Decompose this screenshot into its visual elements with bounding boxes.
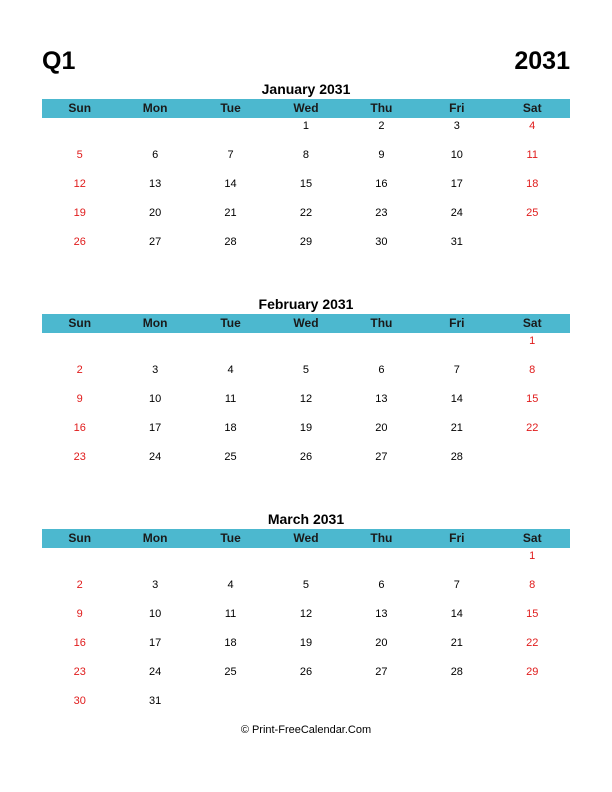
month-title: January 2031 bbox=[261, 81, 351, 97]
day-cell: 25 bbox=[224, 666, 237, 678]
day-cell: 26 bbox=[299, 451, 313, 463]
day-cell: 29 bbox=[299, 236, 313, 248]
weekday-mon: Mon bbox=[142, 531, 168, 545]
weekday-header bbox=[42, 529, 570, 548]
day-cell: 5 bbox=[302, 579, 310, 591]
weekday-thu: Thu bbox=[370, 101, 393, 115]
day-cell: 25 bbox=[224, 451, 237, 463]
day-cell bbox=[193, 548, 268, 577]
day-cell: 24 bbox=[450, 207, 463, 219]
day-cell: 7 bbox=[453, 364, 460, 376]
day-cell bbox=[268, 333, 343, 362]
day-cell: 13 bbox=[375, 393, 388, 405]
day-cell: 29 bbox=[526, 666, 539, 678]
week-row bbox=[42, 577, 570, 606]
day-cell bbox=[193, 118, 268, 147]
day-cell bbox=[42, 333, 117, 362]
day-cell: 20 bbox=[149, 207, 162, 219]
quarter-label: Q1 bbox=[42, 47, 76, 75]
day-cell: 17 bbox=[450, 178, 463, 190]
day-cell: 9 bbox=[378, 149, 385, 161]
day-cell: 12 bbox=[299, 393, 313, 405]
day-cell: 15 bbox=[526, 393, 539, 405]
day-cell: 11 bbox=[224, 608, 237, 620]
day-cell: 22 bbox=[526, 637, 539, 649]
day-cell: 19 bbox=[73, 207, 86, 219]
weekday-fri: Fri bbox=[449, 531, 465, 545]
month-march bbox=[42, 510, 570, 722]
month-january bbox=[42, 80, 570, 263]
day-cell bbox=[117, 118, 192, 147]
day-cell bbox=[495, 234, 570, 263]
month-title: February 2031 bbox=[258, 296, 354, 312]
day-cell: 4 bbox=[529, 120, 536, 132]
week-row bbox=[42, 664, 570, 693]
day-cell: 3 bbox=[453, 120, 460, 132]
copyright-icon: © bbox=[240, 724, 249, 736]
weekday-tue: Tue bbox=[220, 101, 241, 115]
day-cell bbox=[117, 333, 192, 362]
weekday-mon: Mon bbox=[142, 101, 168, 115]
day-cell: 10 bbox=[149, 608, 162, 620]
day-cell: 15 bbox=[526, 608, 539, 620]
weekday-sat: Sat bbox=[522, 101, 542, 115]
week-row bbox=[42, 606, 570, 635]
day-cell bbox=[42, 118, 117, 147]
weekday-tue: Tue bbox=[220, 531, 241, 545]
weekday-header bbox=[42, 314, 570, 333]
weekday-sun: Sun bbox=[68, 531, 92, 545]
day-cell: 24 bbox=[149, 451, 162, 463]
day-cell: 17 bbox=[149, 637, 162, 649]
day-cell: 6 bbox=[378, 579, 385, 591]
day-cell: 23 bbox=[375, 207, 388, 219]
weekday-mon: Mon bbox=[142, 316, 168, 330]
day-cell: 26 bbox=[299, 666, 313, 678]
day-cell: 9 bbox=[76, 393, 83, 405]
day-cell bbox=[419, 333, 494, 362]
weekday-fri: Fri bbox=[449, 101, 465, 115]
day-cell bbox=[268, 548, 343, 577]
day-cell: 3 bbox=[152, 579, 159, 591]
day-cell: 22 bbox=[299, 207, 313, 219]
day-cell: 28 bbox=[224, 236, 237, 248]
weekday-sat: Sat bbox=[522, 531, 542, 545]
day-cell: 3 bbox=[152, 364, 159, 376]
day-cell: 27 bbox=[375, 451, 388, 463]
day-cell: 1 bbox=[529, 335, 536, 347]
day-cell bbox=[495, 449, 570, 478]
day-cell bbox=[344, 333, 419, 362]
weekday-thu: Thu bbox=[370, 531, 393, 545]
weekday-wed: Wed bbox=[293, 101, 319, 115]
day-cell: 8 bbox=[302, 149, 310, 161]
day-cell: 15 bbox=[299, 178, 313, 190]
day-cell: 6 bbox=[152, 149, 159, 161]
day-cell: 20 bbox=[375, 637, 388, 649]
day-cell: 10 bbox=[450, 149, 463, 161]
month-february bbox=[42, 295, 570, 478]
day-cell: 4 bbox=[227, 364, 234, 376]
day-cell bbox=[117, 548, 192, 577]
weekday-wed: Wed bbox=[293, 316, 319, 330]
day-cell: 14 bbox=[450, 608, 463, 620]
day-cell: 10 bbox=[149, 393, 162, 405]
day-cell: 30 bbox=[375, 236, 388, 248]
day-cell bbox=[42, 548, 117, 577]
day-cell: 1 bbox=[302, 120, 310, 132]
weekday-tue: Tue bbox=[220, 316, 241, 330]
day-cell: 18 bbox=[224, 422, 237, 434]
day-cell: 12 bbox=[73, 178, 86, 190]
day-cell: 18 bbox=[224, 637, 237, 649]
day-cell: 31 bbox=[149, 695, 162, 707]
weekday-header bbox=[42, 99, 570, 118]
day-cell: 22 bbox=[526, 422, 539, 434]
day-cell: 7 bbox=[453, 579, 460, 591]
day-cell: 11 bbox=[224, 393, 237, 405]
weeks-grid bbox=[42, 118, 570, 263]
day-cell: 31 bbox=[450, 236, 463, 248]
day-cell: 28 bbox=[450, 451, 463, 463]
day-cell: 5 bbox=[76, 149, 83, 161]
week-row bbox=[42, 635, 570, 664]
day-cell bbox=[193, 693, 268, 722]
footer-link-text[interactable]: Print-FreeCalendar.Com bbox=[251, 724, 372, 736]
weekday-wed: Wed bbox=[293, 531, 319, 545]
weeks-grid bbox=[42, 548, 570, 722]
day-cell: 2 bbox=[76, 364, 83, 376]
day-cell: 23 bbox=[73, 451, 86, 463]
day-cell: 20 bbox=[375, 422, 388, 434]
day-cell: 6 bbox=[378, 364, 385, 376]
weekday-thu: Thu bbox=[370, 316, 393, 330]
week-row bbox=[42, 147, 570, 176]
day-cell: 21 bbox=[450, 637, 463, 649]
day-cell: 8 bbox=[529, 579, 536, 591]
day-cell: 4 bbox=[227, 579, 234, 591]
day-cell: 1 bbox=[529, 550, 536, 562]
day-cell bbox=[193, 333, 268, 362]
day-cell bbox=[344, 548, 419, 577]
footer-credit bbox=[0, 723, 612, 737]
year-label: 2031 bbox=[514, 47, 570, 75]
week-row bbox=[42, 449, 570, 478]
day-cell: 19 bbox=[299, 422, 313, 434]
weekday-sun: Sun bbox=[68, 101, 92, 115]
day-cell: 14 bbox=[224, 178, 237, 190]
day-cell: 11 bbox=[526, 149, 538, 161]
week-row bbox=[42, 420, 570, 449]
day-cell: 25 bbox=[526, 207, 539, 219]
day-cell: 17 bbox=[149, 422, 162, 434]
weekday-fri: Fri bbox=[449, 316, 465, 330]
day-cell: 8 bbox=[529, 364, 536, 376]
day-cell: 19 bbox=[299, 637, 313, 649]
day-cell: 16 bbox=[73, 637, 86, 649]
day-cell: 14 bbox=[450, 393, 463, 405]
day-cell: 9 bbox=[76, 608, 83, 620]
day-cell: 27 bbox=[375, 666, 388, 678]
day-cell: 16 bbox=[73, 422, 86, 434]
day-cell: 28 bbox=[450, 666, 463, 678]
week-row bbox=[42, 693, 570, 722]
day-cell: 18 bbox=[526, 178, 539, 190]
day-cell: 30 bbox=[73, 695, 86, 707]
day-cell: 12 bbox=[299, 608, 313, 620]
week-row bbox=[42, 333, 570, 362]
month-title: March 2031 bbox=[267, 511, 345, 527]
week-row bbox=[42, 176, 570, 205]
day-cell: 13 bbox=[149, 178, 162, 190]
day-cell: 13 bbox=[375, 608, 388, 620]
week-row bbox=[42, 391, 570, 420]
day-cell: 21 bbox=[450, 422, 463, 434]
day-cell: 27 bbox=[149, 236, 162, 248]
day-cell: 24 bbox=[149, 666, 162, 678]
day-cell: 7 bbox=[227, 149, 234, 161]
day-cell: 5 bbox=[302, 364, 310, 376]
day-cell bbox=[419, 693, 494, 722]
weeks-grid bbox=[42, 333, 570, 478]
week-row bbox=[42, 548, 570, 577]
day-cell: 16 bbox=[375, 178, 388, 190]
day-cell bbox=[419, 548, 494, 577]
day-cell: 2 bbox=[378, 120, 385, 132]
day-cell bbox=[495, 693, 570, 722]
day-cell: 23 bbox=[73, 666, 86, 678]
day-cell: 21 bbox=[224, 207, 237, 219]
week-row bbox=[42, 362, 570, 391]
day-cell bbox=[268, 693, 343, 722]
day-cell: 2 bbox=[76, 579, 83, 591]
day-cell: 26 bbox=[73, 236, 86, 248]
week-row bbox=[42, 205, 570, 234]
week-row bbox=[42, 234, 570, 263]
day-cell bbox=[344, 693, 419, 722]
weekday-sat: Sat bbox=[522, 316, 542, 330]
weekday-sun: Sun bbox=[68, 316, 92, 330]
week-row bbox=[42, 118, 570, 147]
